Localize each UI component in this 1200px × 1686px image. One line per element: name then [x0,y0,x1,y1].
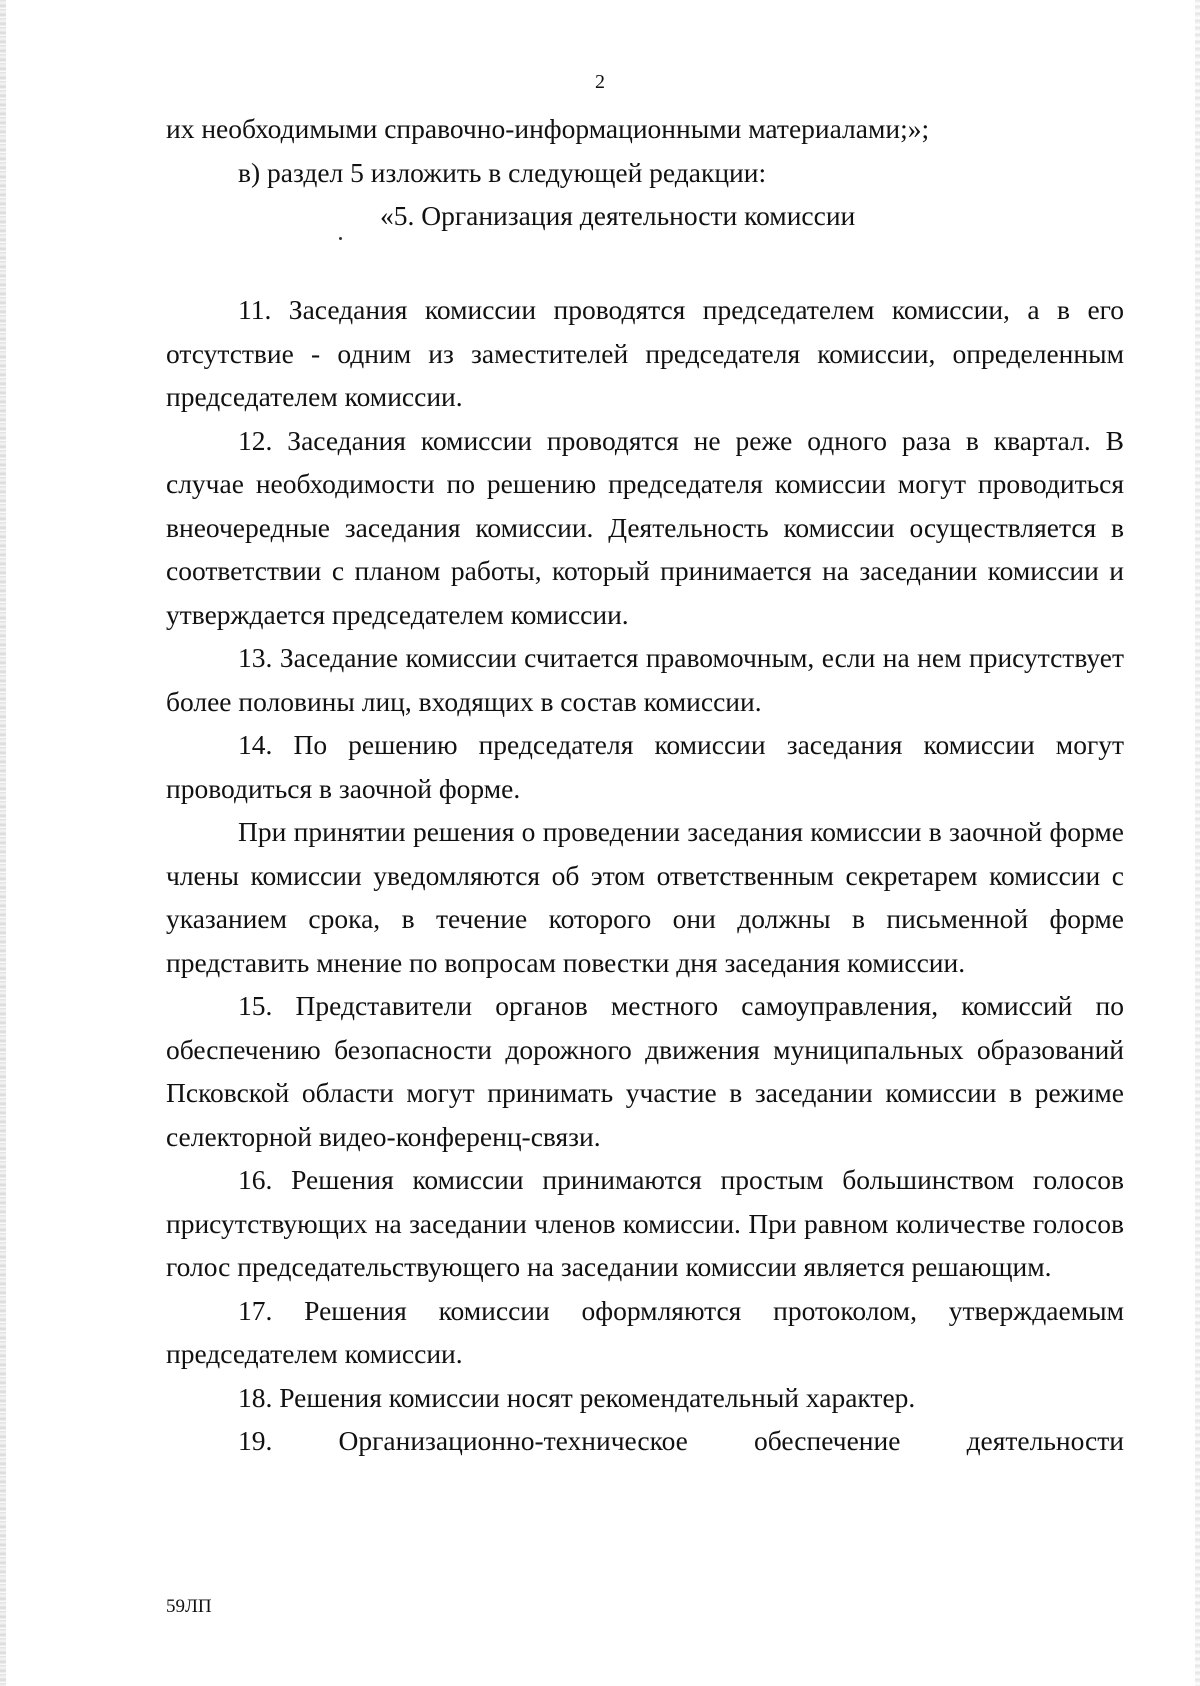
document-code: 59ЛП [166,1596,212,1617]
paragraph-11: 11. Заседания комиссии проводятся председателем комиссии, а в его отсутствие - одним из заместителей председателя комиссии, определенным председателем комиссии. [166,294,1124,412]
scan-edge-left [0,0,6,1686]
paragraph-14-continued: При принятии решения о проведении заседания комиссии в заочной форме члены комиссии уведомляются об этом ответственным секретарем комиссии с указанием срока, в течение которого они должны в письменной форме представить мнение по вопросам повестки дня заседания комиссии. [166,816,1124,978]
section-heading: «5. Организация деятельности комиссии [380,200,856,231]
paragraph-12: 12. Заседания комиссии проводятся не реже одного раза в квартал. В случае необходимости по решению председателя комиссии могут проводиться внеочередные заседания комиссии. Деятельность комиссии осуществляется в соответствии с планом работы, который принимается на заседании комиссии и утверждается председателем комиссии. [166,424,1124,630]
scan-edge-right [1195,0,1200,1686]
paragraph-13: 13. Заседание комиссии считается правомочным, если на нем присутствует более половины лиц, входящих в состав комиссии. [166,642,1124,717]
paragraph-14: 14. По решению председателя комиссии заседания комиссии могут проводиться в заочной форме. [166,729,1124,804]
paragraph-19: 19. Организационно-техническое обеспечение деятельности [238,1425,1124,1456]
paragraph-continuation: их необходимыми справочно-информационными материалами;»; [166,113,930,144]
page-number: 2 [595,71,605,93]
paragraph-18: 18. Решения комиссии носят рекомендательный характер. [238,1381,916,1413]
paragraph-amendment-v: в) раздел 5 изложить в следующей редакции: [238,156,767,188]
paragraph-17: 17. Решения комиссии оформляются протоколом, утверждаемым председателем комиссии. [166,1294,1124,1369]
paragraph-16: 16. Решения комиссии принимаются простым большинством голосов присутствующих на заседании членов комиссии. При равном количестве голосов голос председательствующего на заседании комиссии является решающим. [166,1164,1124,1282]
paragraph-15: 15. Представители органов местного самоуправления, комиссий по обеспечению безопасности дорожного движения муниципальных образований Псковской области могут принимать участие в заседании комиссии в режиме селекторной видео-конференц-связи. [166,990,1124,1152]
document-body-main [166,288,1124,1463]
document-body-top [166,107,1124,238]
